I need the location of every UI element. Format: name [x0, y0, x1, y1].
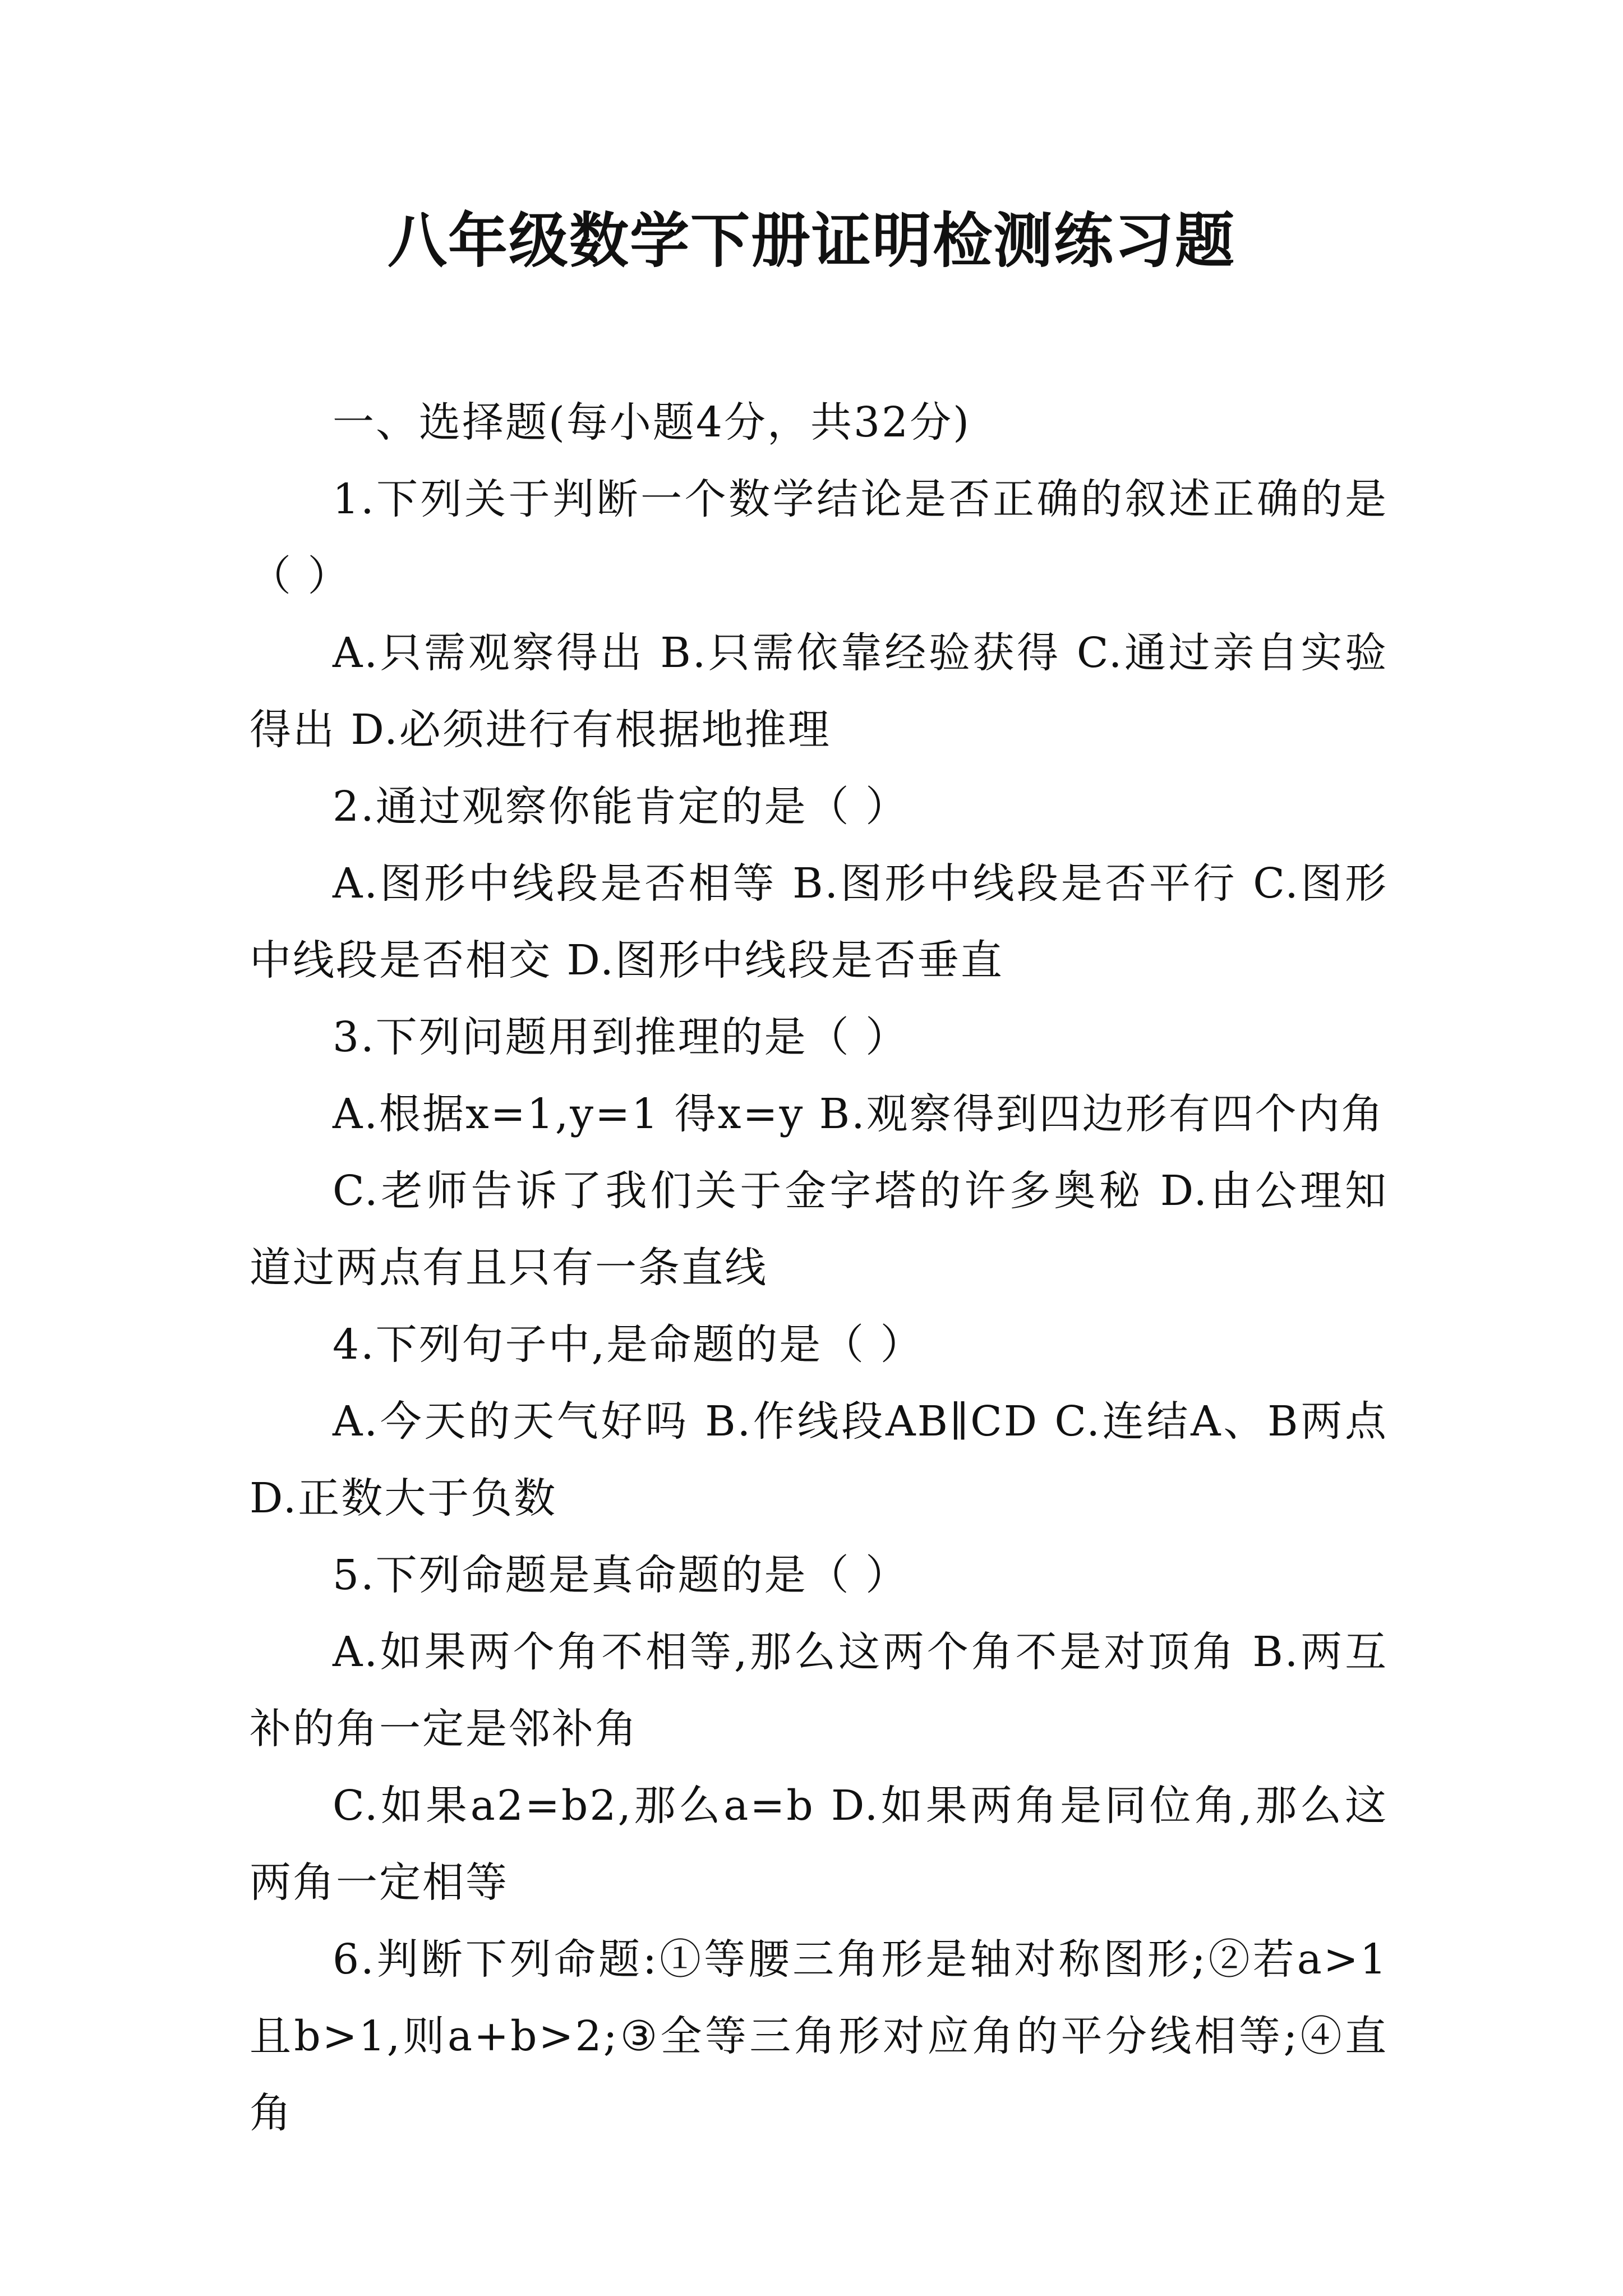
- document-body: [250, 384, 1388, 2152]
- question-1: 1.下列关于判断一个数学结论是否正确的叙述正确的是（ ）: [250, 475, 1388, 600]
- question-4-options: A.今天的天气好吗 B.作线段AB∥CD C.连结A、B两点 D.正数大于负数: [250, 1397, 1388, 1522]
- question-2: 2.通过观察你能肯定的是（ ）: [333, 783, 909, 831]
- question-5-options-ab: A.如果两个角不相等,那么这两个角不是对顶角 B.两互补的角一定是邻补角: [250, 1628, 1388, 1753]
- question-1-options: A.只需观察得出 B.只需依靠经验获得 C.通过亲自实验得出 D.必须进行有根据地推理: [250, 629, 1388, 754]
- document-title: 八年级数学下册证明检测练习题: [388, 206, 1235, 275]
- question-3: 3.下列问题用到推理的是（ ）: [333, 1013, 909, 1061]
- question-3-options-cd: C.老师告诉了我们关于金字塔的许多奥秘 D.由公理知道过两点有且只有一条直线: [250, 1167, 1388, 1292]
- question-2-options: A.图形中线段是否相等 B.图形中线段是否平行 C.图形中线段是否相交 D.图形中线段是否垂直: [250, 859, 1388, 984]
- question-6: 6.判断下列命题:①等腰三角形是轴对称图形;②若a>1且b>1,则a+b>2;③全等三角形对应角的平分线相等;④直角: [250, 1935, 1388, 2137]
- section-heading: 一、选择题(每小题4分，共32分): [333, 398, 971, 447]
- question-5-options-cd: C.如果a2=b2,那么a=b D.如果两角是同位角,那么这两角一定相等: [250, 1782, 1388, 1907]
- question-3-options-ab: A.根据x=1,y=1 得x=y B.观察得到四边形有四个内角: [333, 1090, 1385, 1138]
- question-4: 4.下列句子中,是命题的是（ ）: [333, 1320, 924, 1369]
- question-5: 5.下列命题是真命题的是（ ）: [333, 1551, 909, 1599]
